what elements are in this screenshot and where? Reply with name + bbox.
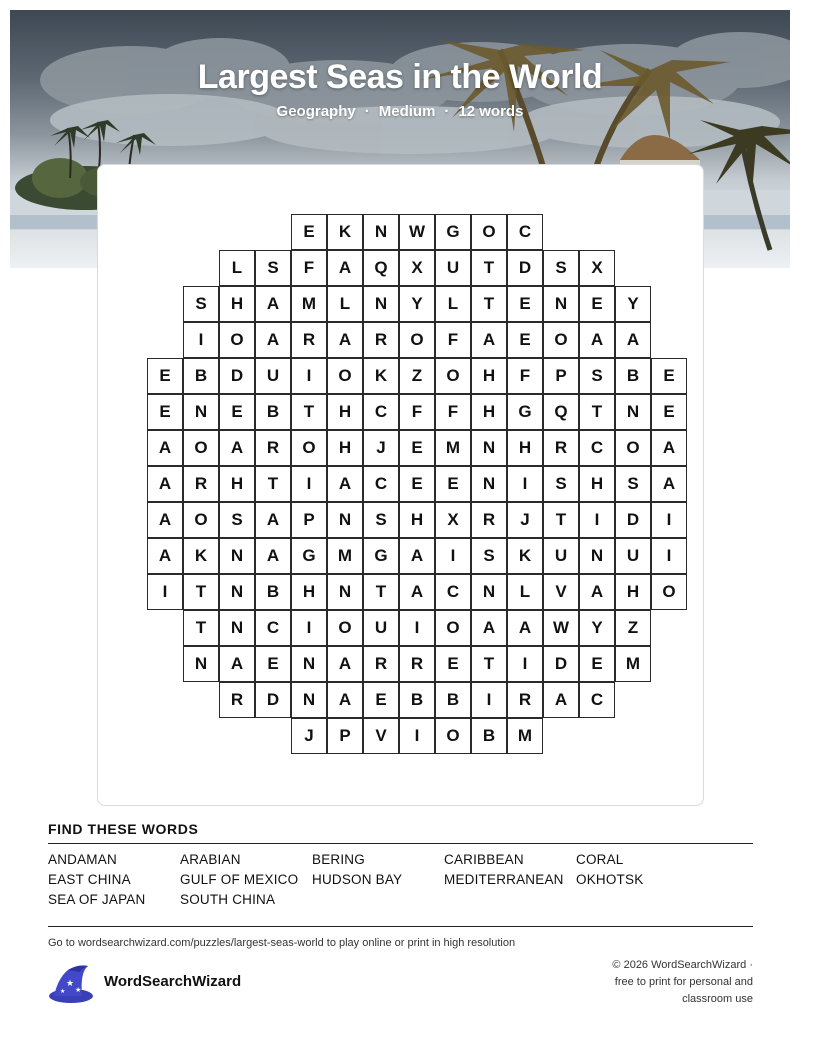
letter-cell[interactable]: A: [327, 250, 363, 286]
word-list: [48, 851, 753, 908]
letter-cell[interactable]: R: [363, 322, 399, 358]
letter-cell[interactable]: O: [399, 322, 435, 358]
svg-text:★: ★: [66, 979, 75, 989]
difficulty-label: Medium: [378, 103, 436, 120]
letter-cell[interactable]: T: [291, 394, 327, 430]
copyright-line: free to print for personal and: [614, 976, 753, 988]
letter-cell[interactable]: A: [327, 682, 363, 718]
letter-cell[interactable]: B: [255, 394, 291, 430]
letter-cell[interactable]: F: [507, 358, 543, 394]
letter-cell[interactable]: D: [615, 502, 651, 538]
word-item: EAST CHINA: [48, 872, 131, 887]
letter-cell[interactable]: A: [651, 466, 687, 502]
svg-text:★: ★: [60, 988, 66, 995]
letter-cell[interactable]: I: [399, 718, 435, 754]
letter-cell[interactable]: J: [363, 430, 399, 466]
letter-cell[interactable]: M: [435, 430, 471, 466]
letter-cell[interactable]: B: [399, 682, 435, 718]
word-item: MEDITERRANEAN: [444, 872, 564, 887]
letter-cell[interactable]: N: [219, 538, 255, 574]
letter-cell[interactable]: D: [219, 358, 255, 394]
letter-cell[interactable]: V: [363, 718, 399, 754]
copyright-line: classroom use: [682, 993, 753, 1005]
letter-cell[interactable]: O: [327, 358, 363, 394]
letter-cell[interactable]: S: [615, 466, 651, 502]
letter-cell[interactable]: T: [255, 466, 291, 502]
letter-cell[interactable]: B: [183, 358, 219, 394]
word-item: BERING: [312, 852, 365, 867]
letter-cell[interactable]: A: [219, 646, 255, 682]
letter-cell[interactable]: P: [327, 718, 363, 754]
letter-cell[interactable]: E: [651, 358, 687, 394]
letter-cell[interactable]: H: [327, 394, 363, 430]
letter-cell[interactable]: R: [543, 430, 579, 466]
letter-cell[interactable]: C: [255, 610, 291, 646]
letter-cell[interactable]: I: [579, 502, 615, 538]
play-online-link[interactable]: Go to wordsearchwizard.com/puzzles/largest-seas-world to play online or print in high resolution: [48, 937, 516, 949]
letter-cell[interactable]: N: [219, 574, 255, 610]
letter-cell[interactable]: A: [327, 322, 363, 358]
letter-cell[interactable]: I: [291, 610, 327, 646]
letter-cell[interactable]: N: [327, 574, 363, 610]
letter-cell[interactable]: N: [183, 394, 219, 430]
letter-cell[interactable]: L: [219, 250, 255, 286]
letter-cell[interactable]: O: [327, 610, 363, 646]
letter-cell[interactable]: N: [579, 538, 615, 574]
letter-cell[interactable]: M: [327, 538, 363, 574]
category-label: Geography: [276, 103, 356, 120]
letter-cell[interactable]: I: [651, 538, 687, 574]
letter-cell[interactable]: U: [435, 250, 471, 286]
letter-cell[interactable]: A: [327, 466, 363, 502]
letter-cell[interactable]: Y: [579, 610, 615, 646]
letter-cell[interactable]: B: [435, 682, 471, 718]
letter-cell[interactable]: C: [507, 214, 543, 250]
letter-cell[interactable]: T: [579, 394, 615, 430]
letter-cell[interactable]: I: [435, 538, 471, 574]
letter-cell[interactable]: I: [183, 322, 219, 358]
letter-cell[interactable]: D: [255, 682, 291, 718]
word-item: SOUTH CHINA: [180, 892, 276, 907]
word-count-label: 12 words: [458, 103, 524, 120]
letter-cell[interactable]: A: [543, 682, 579, 718]
letter-cell[interactable]: Y: [615, 286, 651, 322]
letter-cell[interactable]: S: [363, 502, 399, 538]
letter-cell[interactable]: B: [471, 718, 507, 754]
letter-cell[interactable]: N: [327, 502, 363, 538]
letter-cell[interactable]: F: [435, 322, 471, 358]
divider: [48, 843, 753, 844]
letter-cell[interactable]: A: [579, 574, 615, 610]
copyright-notice: [563, 957, 753, 1008]
letter-cell[interactable]: N: [543, 286, 579, 322]
word-item: OKHOTSK: [576, 872, 644, 887]
letter-cell[interactable]: O: [435, 358, 471, 394]
letter-cell[interactable]: E: [363, 682, 399, 718]
letter-cell[interactable]: O: [219, 322, 255, 358]
letter-cell[interactable]: A: [507, 610, 543, 646]
letter-cell[interactable]: U: [255, 358, 291, 394]
letter-cell[interactable]: E: [579, 286, 615, 322]
letter-cell[interactable]: P: [291, 502, 327, 538]
letter-cell[interactable]: N: [471, 466, 507, 502]
letter-cell[interactable]: X: [399, 250, 435, 286]
letter-cell[interactable]: S: [543, 250, 579, 286]
letter-cell[interactable]: I: [291, 358, 327, 394]
word-item: CARIBBEAN: [444, 852, 524, 867]
letter-cell[interactable]: I: [471, 682, 507, 718]
letter-cell[interactable]: R: [399, 646, 435, 682]
letter-cell[interactable]: E: [651, 394, 687, 430]
letter-cell[interactable]: Q: [363, 250, 399, 286]
letter-cell[interactable]: S: [543, 466, 579, 502]
letter-cell[interactable]: T: [363, 574, 399, 610]
letter-cell[interactable]: C: [363, 466, 399, 502]
letter-cell[interactable]: A: [147, 538, 183, 574]
page-title: Largest Seas in the World: [197, 58, 603, 96]
copyright-line: © 2026 WordSearchWizard ·: [612, 959, 753, 971]
letter-cell[interactable]: A: [399, 574, 435, 610]
word-item: CORAL: [576, 852, 624, 867]
letter-cell[interactable]: H: [615, 574, 651, 610]
letter-cell[interactable]: H: [579, 466, 615, 502]
letter-cell[interactable]: Z: [399, 358, 435, 394]
letter-cell[interactable]: R: [255, 430, 291, 466]
letter-cell[interactable]: U: [543, 538, 579, 574]
letter-cell[interactable]: F: [291, 250, 327, 286]
letter-cell[interactable]: N: [291, 646, 327, 682]
puzzle-meta: [0, 103, 800, 120]
letter-cell[interactable]: A: [651, 430, 687, 466]
letter-cell[interactable]: H: [399, 502, 435, 538]
letter-cell[interactable]: E: [507, 322, 543, 358]
letter-cell[interactable]: H: [507, 430, 543, 466]
word-item: ANDAMAN: [48, 852, 117, 867]
letter-cell[interactable]: O: [543, 322, 579, 358]
letter-cell[interactable]: T: [183, 574, 219, 610]
letter-cell[interactable]: A: [255, 502, 291, 538]
letter-cell[interactable]: O: [615, 430, 651, 466]
letter-cell[interactable]: E: [579, 646, 615, 682]
letter-cell[interactable]: I: [507, 466, 543, 502]
separator-dot: ·: [364, 103, 370, 120]
letter-cell[interactable]: D: [543, 646, 579, 682]
letter-cell[interactable]: E: [291, 214, 327, 250]
letter-cell[interactable]: E: [435, 646, 471, 682]
letter-cell[interactable]: A: [255, 322, 291, 358]
svg-text:★: ★: [75, 986, 82, 994]
letter-cell[interactable]: E: [255, 646, 291, 682]
letter-cell[interactable]: R: [219, 682, 255, 718]
letter-cell[interactable]: O: [435, 610, 471, 646]
letter-cell[interactable]: E: [435, 466, 471, 502]
letter-cell[interactable]: H: [471, 394, 507, 430]
letter-cell[interactable]: B: [615, 358, 651, 394]
letter-cell[interactable]: C: [363, 394, 399, 430]
letter-cell[interactable]: L: [507, 574, 543, 610]
letter-cell[interactable]: O: [651, 574, 687, 610]
letter-cell[interactable]: E: [399, 466, 435, 502]
letter-cell[interactable]: W: [399, 214, 435, 250]
letter-cell[interactable]: S: [183, 286, 219, 322]
letter-cell[interactable]: A: [615, 322, 651, 358]
letter-cell[interactable]: E: [507, 286, 543, 322]
letter-cell[interactable]: T: [471, 286, 507, 322]
letter-cell[interactable]: K: [363, 358, 399, 394]
letter-cell[interactable]: A: [399, 538, 435, 574]
letter-cell[interactable]: S: [579, 358, 615, 394]
letter-cell[interactable]: N: [615, 394, 651, 430]
letter-cell[interactable]: T: [183, 610, 219, 646]
letter-cell[interactable]: A: [579, 322, 615, 358]
letter-cell[interactable]: H: [219, 466, 255, 502]
letter-cell[interactable]: A: [471, 322, 507, 358]
letter-cell[interactable]: C: [435, 574, 471, 610]
letter-cell[interactable]: N: [291, 682, 327, 718]
letter-cell[interactable]: I: [507, 646, 543, 682]
letter-cell[interactable]: B: [255, 574, 291, 610]
letter-cell[interactable]: E: [147, 394, 183, 430]
letter-cell[interactable]: N: [471, 430, 507, 466]
brand-name[interactable]: WordSearchWizard: [104, 973, 242, 990]
letter-cell[interactable]: R: [291, 322, 327, 358]
letter-cell[interactable]: I: [291, 466, 327, 502]
letter-cell[interactable]: Q: [543, 394, 579, 430]
letter-cell[interactable]: R: [507, 682, 543, 718]
letter-cell[interactable]: D: [507, 250, 543, 286]
letter-cell[interactable]: N: [219, 610, 255, 646]
letter-cell[interactable]: H: [327, 430, 363, 466]
letter-cell[interactable]: K: [327, 214, 363, 250]
letter-cell[interactable]: C: [579, 682, 615, 718]
letter-cell[interactable]: A: [219, 430, 255, 466]
letter-cell[interactable]: N: [363, 286, 399, 322]
letter-cell[interactable]: E: [399, 430, 435, 466]
letter-cell[interactable]: J: [291, 718, 327, 754]
letter-cell[interactable]: I: [651, 502, 687, 538]
letter-cell[interactable]: O: [471, 214, 507, 250]
letter-cell[interactable]: O: [435, 718, 471, 754]
letter-cell[interactable]: N: [363, 214, 399, 250]
letter-cell[interactable]: E: [147, 358, 183, 394]
letter-cell[interactable]: R: [363, 646, 399, 682]
letter-cell[interactable]: Y: [399, 286, 435, 322]
letter-cell[interactable]: T: [471, 646, 507, 682]
letter-cell[interactable]: S: [471, 538, 507, 574]
letter-cell[interactable]: O: [183, 430, 219, 466]
letter-cell[interactable]: A: [255, 286, 291, 322]
letter-cell[interactable]: L: [435, 286, 471, 322]
letter-cell[interactable]: S: [255, 250, 291, 286]
letter-cell[interactable]: G: [363, 538, 399, 574]
letter-cell[interactable]: O: [183, 502, 219, 538]
letter-cell[interactable]: I: [399, 610, 435, 646]
words-heading: FIND THESE WORDS: [48, 821, 199, 837]
letter-cell[interactable]: U: [615, 538, 651, 574]
letter-cell[interactable]: F: [435, 394, 471, 430]
letter-cell[interactable]: Z: [615, 610, 651, 646]
letter-cell[interactable]: X: [435, 502, 471, 538]
word-item: SEA OF JAPAN: [48, 892, 146, 907]
letter-cell[interactable]: U: [363, 610, 399, 646]
letter-cell[interactable]: V: [543, 574, 579, 610]
letter-cell[interactable]: P: [543, 358, 579, 394]
letter-cell[interactable]: F: [399, 394, 435, 430]
letter-cell[interactable]: A: [147, 466, 183, 502]
letter-cell[interactable]: T: [543, 502, 579, 538]
letter-cell[interactable]: R: [183, 466, 219, 502]
separator-dot: ·: [444, 103, 450, 120]
word-item: GULF OF MEXICO: [180, 872, 299, 887]
letter-cell[interactable]: R: [471, 502, 507, 538]
letter-cell[interactable]: M: [615, 646, 651, 682]
letter-cell[interactable]: A: [147, 502, 183, 538]
letter-cell[interactable]: J: [507, 502, 543, 538]
letter-cell[interactable]: M: [507, 718, 543, 754]
letter-cell[interactable]: H: [291, 574, 327, 610]
letter-cell[interactable]: I: [147, 574, 183, 610]
word-item: HUDSON BAY: [312, 872, 403, 887]
letter-cell[interactable]: S: [219, 502, 255, 538]
letter-cell[interactable]: N: [471, 574, 507, 610]
letter-cell[interactable]: O: [291, 430, 327, 466]
letter-cell[interactable]: M: [291, 286, 327, 322]
letter-cell[interactable]: E: [219, 394, 255, 430]
letter-cell[interactable]: T: [471, 250, 507, 286]
letter-cell[interactable]: G: [291, 538, 327, 574]
letter-cell[interactable]: X: [579, 250, 615, 286]
letter-cell[interactable]: W: [543, 610, 579, 646]
letter-cell[interactable]: K: [507, 538, 543, 574]
letter-cell[interactable]: H: [471, 358, 507, 394]
letter-cell[interactable]: A: [147, 430, 183, 466]
letter-cell[interactable]: K: [183, 538, 219, 574]
letter-cell[interactable]: N: [183, 646, 219, 682]
letter-cell[interactable]: A: [471, 610, 507, 646]
letter-cell[interactable]: G: [435, 214, 471, 250]
letter-cell[interactable]: A: [327, 646, 363, 682]
letter-cell[interactable]: C: [579, 430, 615, 466]
word-item: ARABIAN: [180, 852, 241, 867]
divider: [48, 926, 753, 927]
letter-cell[interactable]: H: [219, 286, 255, 322]
wizard-hat-icon: [48, 962, 94, 1004]
letter-cell[interactable]: L: [327, 286, 363, 322]
letter-cell[interactable]: A: [255, 538, 291, 574]
letter-cell[interactable]: G: [507, 394, 543, 430]
